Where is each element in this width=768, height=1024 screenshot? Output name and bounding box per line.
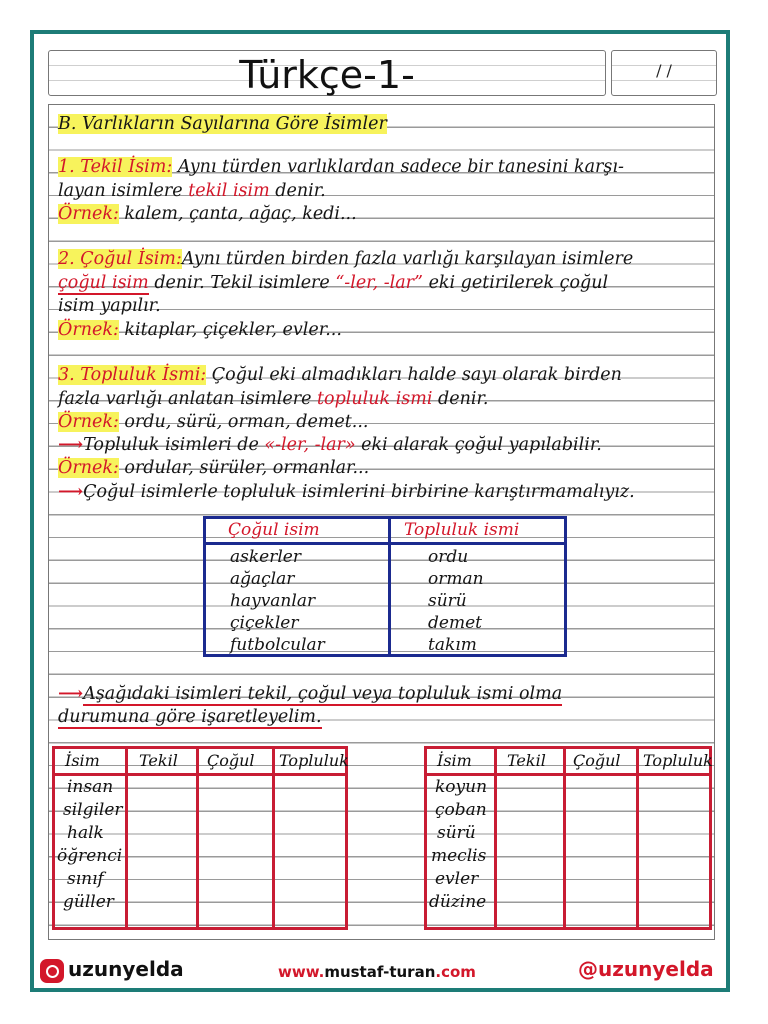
- word-cell: öğrenci: [57, 846, 123, 866]
- table-cell: hayvanlar: [230, 591, 316, 611]
- table-divider: [494, 749, 497, 927]
- table-header-cogul: Çoğul: [573, 751, 621, 770]
- cogul-example-text: kitaplar, çiçekler, evler...: [118, 320, 342, 340]
- word-cell: güller: [63, 892, 114, 912]
- topluluk-line-2: [58, 388, 488, 410]
- tekil-line-2: [58, 180, 326, 202]
- topluluk-text-2a: fazla varlığı anlatan isimlere: [58, 389, 318, 409]
- topluluk-line-1: [58, 364, 622, 386]
- topluluk-text-1: Çoğul eki almadıkları halde sayı olarak birden: [206, 365, 622, 385]
- cogul-text-3: isim yapılır.: [58, 296, 161, 316]
- table-header-isim: İsim: [437, 751, 472, 770]
- tekil-example-label: Örnek:: [58, 204, 119, 224]
- instagram-icon: [40, 959, 64, 983]
- footer-handle-text: @uzunyelda: [578, 957, 714, 981]
- word-cell: düzine: [429, 892, 487, 912]
- exercise-text-2: durumuna göre işaretleyelim.: [58, 707, 322, 727]
- table-header-topluluk: Topluluk: [643, 751, 713, 770]
- table-divider: [125, 749, 128, 927]
- table-divider: [636, 749, 639, 927]
- table-cell: orman: [428, 569, 484, 589]
- topluluk-heading: 3. Topluluk İsmi:: [58, 365, 207, 385]
- right-arrow-icon: ⟶: [58, 482, 84, 502]
- topluluk-term: topluluk ismi: [317, 389, 433, 409]
- word-cell: evler: [435, 869, 479, 889]
- topluluk-note-1a: Topluluk isimleri de: [83, 435, 265, 455]
- table-header-cogul: Çoğul: [207, 751, 255, 770]
- table-header-topluluk: Topluluk: [279, 751, 349, 770]
- table-cell: ağaçlar: [230, 569, 295, 589]
- section-title: [58, 113, 387, 135]
- cogul-line-2: [58, 272, 608, 294]
- topluluk-note-suffix: «-ler, -lar»: [264, 435, 356, 455]
- worksheet-table-right: [424, 746, 712, 930]
- table-divider: [196, 749, 199, 927]
- cogul-example-label: Örnek:: [58, 320, 119, 340]
- table-header-tekil: Tekil: [139, 751, 178, 770]
- word-cell: halk: [67, 823, 104, 843]
- table-header-cogul: Çoğul isim: [228, 520, 320, 540]
- topluluk-note-2: [58, 481, 635, 503]
- cogul-term: çoğul isim: [58, 273, 149, 293]
- table-divider: [388, 519, 391, 654]
- right-arrow-icon: ⟶: [58, 684, 84, 704]
- word-cell: insan: [67, 777, 114, 797]
- footer-instagram-handle: uzunyelda: [68, 957, 184, 981]
- section-title-text: B. Varlıkların Sayılarına Göre İsimler: [58, 114, 387, 134]
- table-divider: [272, 749, 275, 927]
- table-cell: askerler: [230, 547, 301, 567]
- table-header-topluluk: Topluluk ismi: [404, 520, 520, 540]
- footer-web-suffix: .com: [435, 963, 476, 981]
- tekil-text-1: Aynı türden varlıklardan sadece bir tanesini karşı-: [172, 157, 624, 177]
- table-header-tekil: Tekil: [507, 751, 546, 770]
- cogul-suffix: “-ler, -lar”: [335, 273, 423, 293]
- title-box: [48, 50, 606, 96]
- exercise-line-1: [58, 683, 562, 705]
- exercise-line-2: [58, 706, 322, 728]
- word-cell: çoban: [435, 800, 487, 820]
- cogul-line-1: [58, 248, 633, 270]
- comparison-table: [203, 516, 567, 657]
- table-cell: sürü: [428, 591, 467, 611]
- cogul-text-2d: eki getirilerek çoğul: [423, 273, 609, 293]
- table-cell: ordu: [428, 547, 469, 567]
- tekil-text-2c: denir.: [269, 181, 326, 201]
- cogul-heading: 2. Çoğul İsim:: [58, 249, 182, 269]
- topluluk-example-2-text: ordular, sürüler, ormanlar...: [118, 458, 370, 478]
- cogul-line-3: [58, 295, 161, 317]
- right-arrow-icon: ⟶: [58, 435, 84, 455]
- topluluk-example: [58, 411, 368, 433]
- cogul-example: [58, 319, 342, 341]
- footer-handle[interactable]: [578, 957, 714, 981]
- exercise-text-1: Aşağıdaki isimleri tekil, çoğul veya topluluk ismi olma: [83, 684, 563, 704]
- date-field: / /: [656, 61, 672, 80]
- tekil-example: [58, 203, 357, 225]
- topluluk-example-2-label: Örnek:: [58, 458, 119, 478]
- table-cell: demet: [428, 613, 482, 633]
- table-cell: çiçekler: [230, 613, 299, 633]
- tekil-line-1: [58, 156, 624, 178]
- tekil-term: tekil isim: [188, 181, 270, 201]
- date-box: [611, 50, 717, 96]
- footer-instagram[interactable]: [40, 957, 184, 983]
- tekil-text-2a: layan isimlere: [58, 181, 189, 201]
- footer-web-prefix: www.: [278, 963, 325, 981]
- table-header-isim: İsim: [65, 751, 100, 770]
- topluluk-note-2-text: Çoğul isimlerle topluluk isimlerini birbirine karıştırmamalıyız.: [83, 482, 635, 502]
- topluluk-example-text: ordu, sürü, orman, demet...: [118, 412, 369, 432]
- topluluk-text-2c: denir.: [432, 389, 489, 409]
- word-cell: koyun: [435, 777, 488, 797]
- word-cell: sürü: [437, 823, 476, 843]
- page-title: Türkçe-1-: [239, 53, 415, 97]
- topluluk-note-1: [58, 434, 602, 456]
- footer-web-domain: mustaf-turan: [324, 963, 436, 981]
- word-cell: sınıf: [67, 869, 104, 889]
- tekil-example-text: kalem, çanta, ağaç, kedi...: [118, 204, 357, 224]
- worksheet-table-left: [52, 746, 348, 930]
- footer-website-link[interactable]: [278, 963, 476, 981]
- word-cell: silgiler: [63, 800, 123, 820]
- cogul-text-2b: denir. Tekil isimlere: [148, 273, 336, 293]
- table-divider: [206, 542, 564, 545]
- topluluk-note-1c: eki alarak çoğul yapılabilir.: [355, 435, 602, 455]
- cogul-text-1: Aynı türden birden fazla varlığı karşılayan isimlere: [181, 249, 634, 269]
- tekil-heading: 1. Tekil İsim:: [58, 157, 173, 177]
- word-cell: meclis: [431, 846, 487, 866]
- topluluk-example-2: [58, 457, 369, 479]
- table-cell: futbolcular: [230, 635, 325, 655]
- table-cell: takım: [428, 635, 477, 655]
- topluluk-example-label: Örnek:: [58, 412, 119, 432]
- table-divider: [563, 749, 566, 927]
